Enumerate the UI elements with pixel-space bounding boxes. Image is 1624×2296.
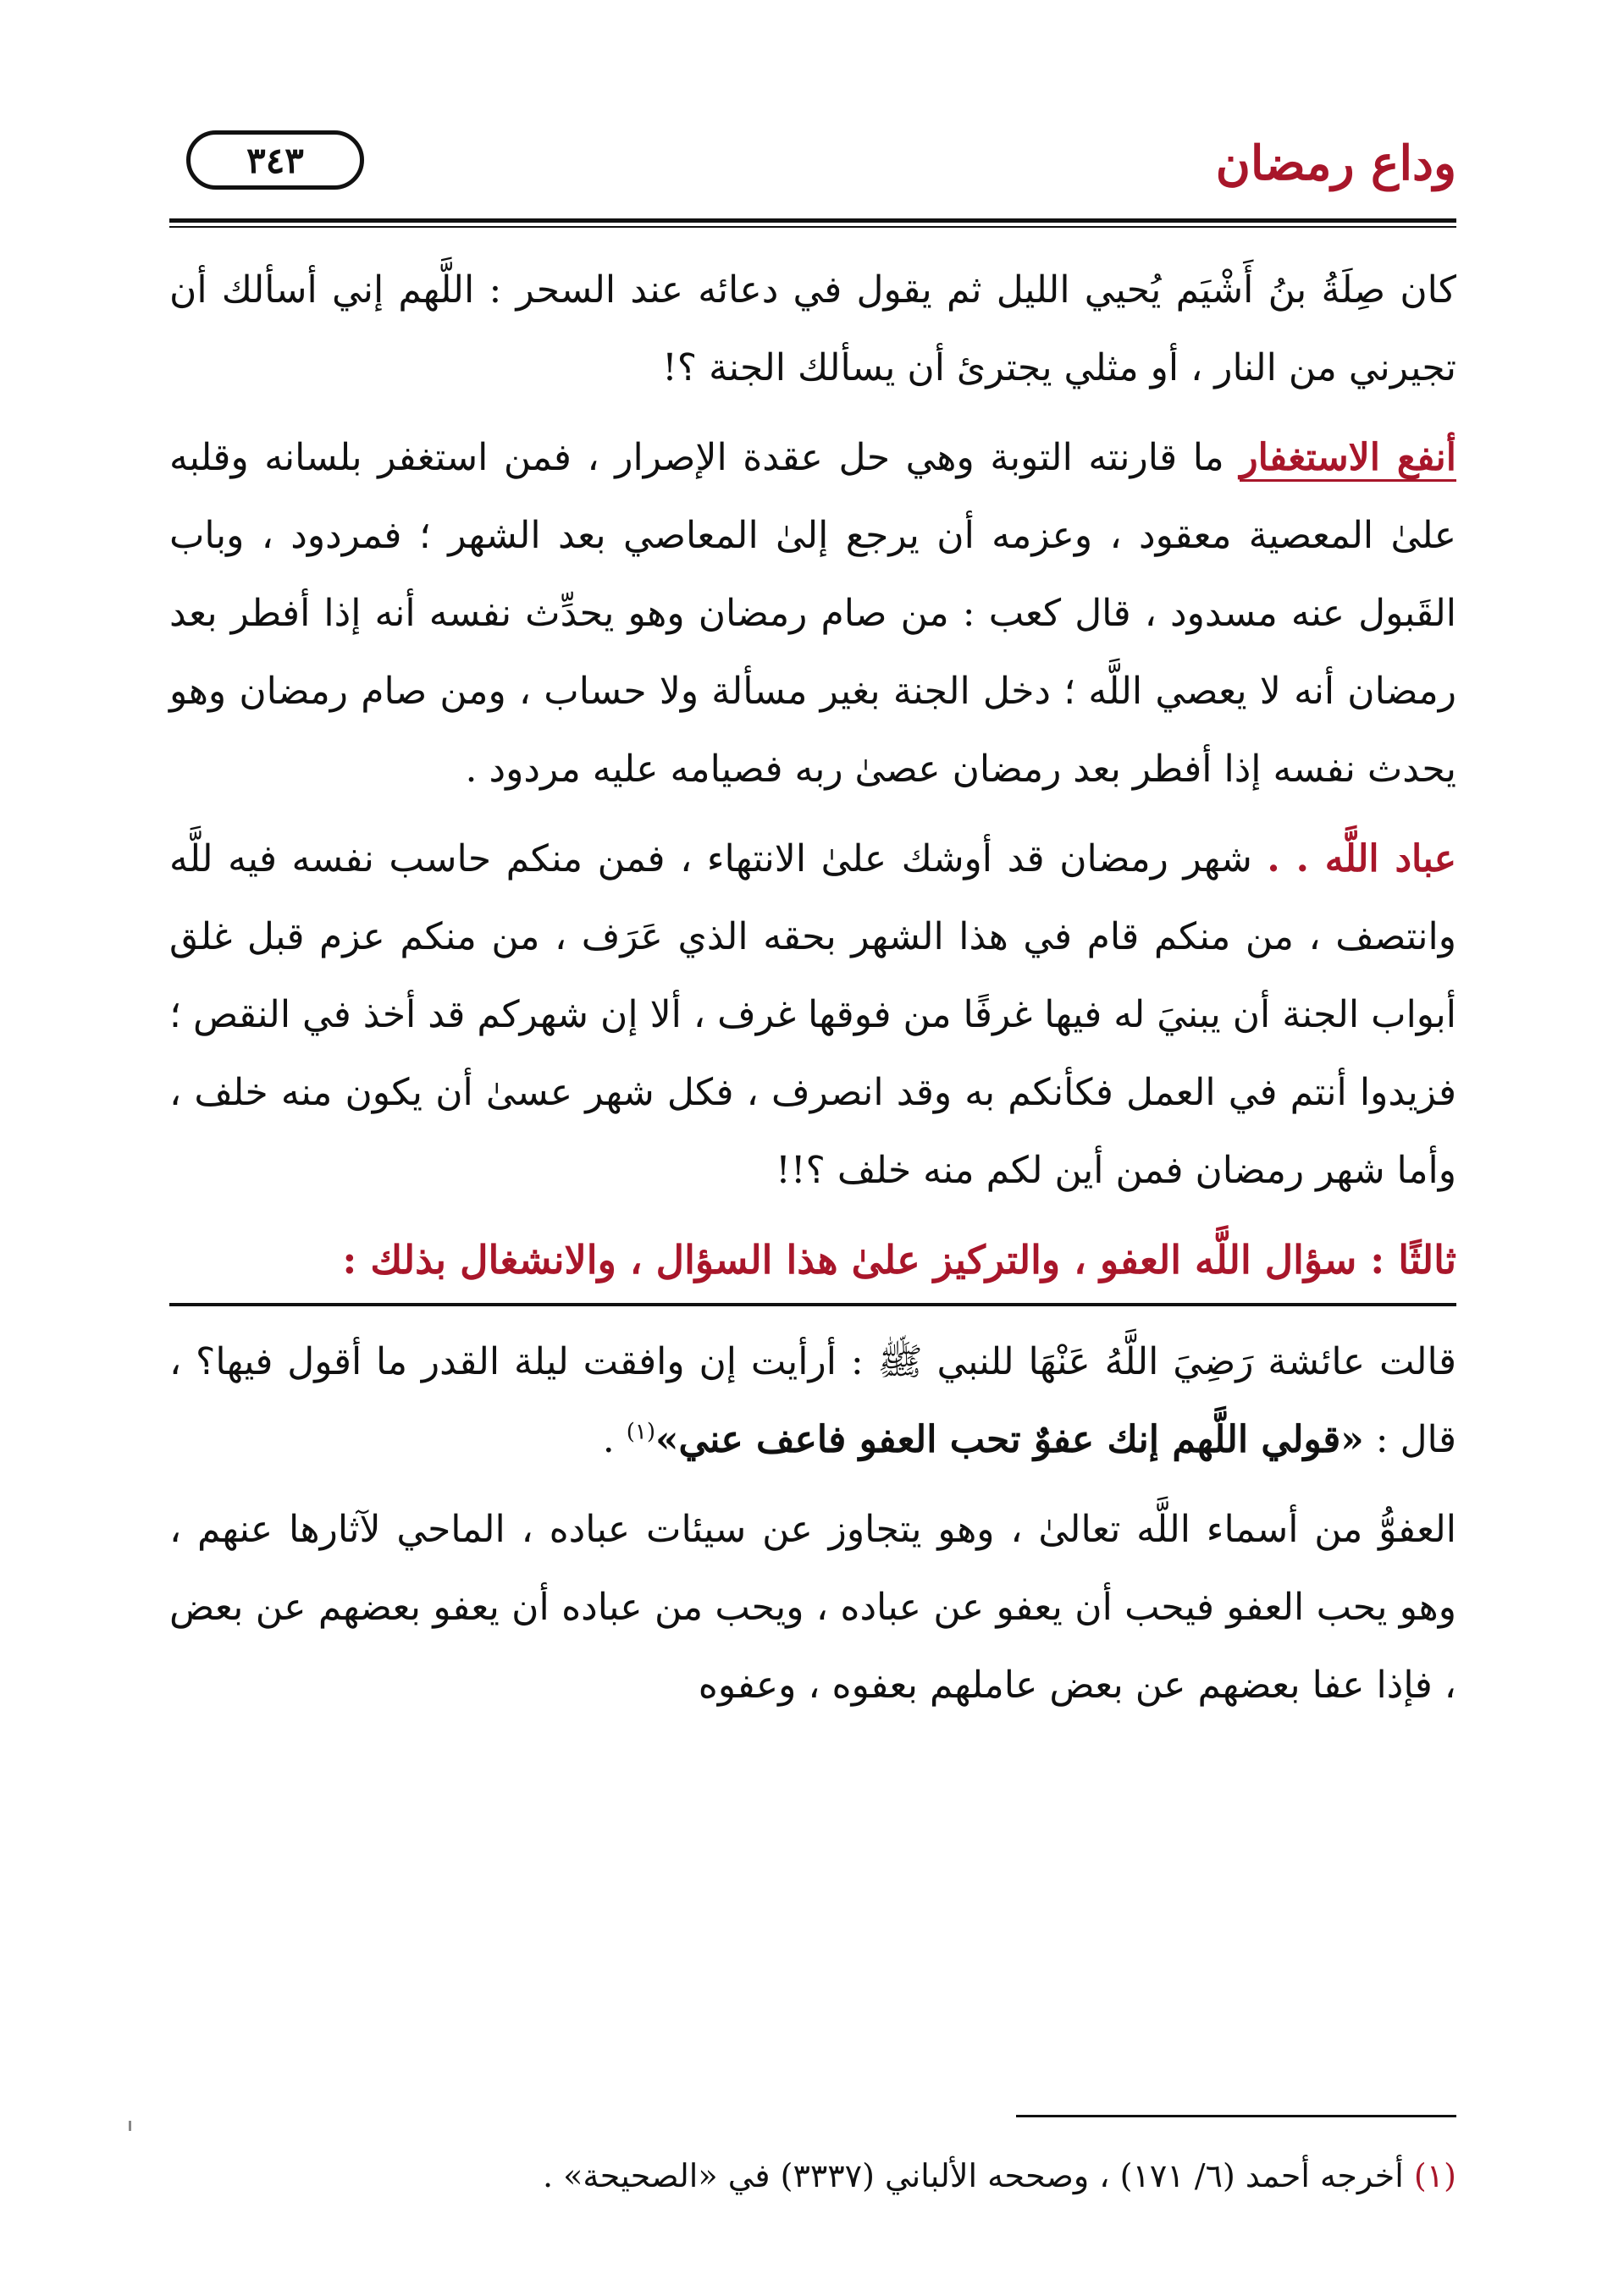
running-title: وداع رمضان [1215,135,1456,191]
paragraph-sila [169,251,1456,407]
paragraph-istighfar [169,419,1456,809]
page-number-badge: ٣٤٣ [186,130,364,190]
paragraph-afuw [169,1491,1456,1725]
lead-phrase: عباد اللَّه . . [1267,837,1456,880]
footnote-divider [1016,2115,1456,2117]
paragraph-text: ما قارنته التوبة وهي حل عقدة الإصرار ، فمن استغفر بلسانه وقلبه علىٰ المعصية معقود ، وعزمه أن يرجع إلىٰ المعاصي بعد الشهر ؛ فمردود ، وباب القَبول عنه مسدود ، قال كعب : من صام رمضان وهو يحدِّث نفسه أنه إذا أفطر بعد رمضان أنه لا يعصي اللَّه ؛ دخل الجنة بغير مسألة ولا حساب ، ومن صام رمضان وهو يحدث نفسه إذا أفطر بعد رمضان عصىٰ ربه فصيامه عليه مردود . [169,436,1456,791]
footnote-text: أخرجه أحمد (٦/ ١٧١) ، وصححه الألباني (٣٣٣٧) في «الصحيحة» . [542,2157,1414,2194]
paragraph-end: . [602,1418,627,1461]
page-header [169,110,1456,212]
lead-phrase: أنفع الاستغفار [1240,436,1456,482]
book-page [169,110,1456,2244]
header-double-rule [169,218,1456,228]
hadith-quote: «قولي اللَّهم إنك عفوٌ تحب العفو فاعف عني» [655,1418,1364,1461]
scan-speck [129,2121,131,2131]
paragraph-ibad-allah [169,820,1456,1210]
section-heading: ثالثًا : سؤال اللَّه العفو ، والتركيز علىٰ هذا السؤال ، والانشغال بذلك : [169,1222,1456,1306]
paragraph-text: كان صِلَةُ بنُ أَشْيَم يُحيي الليل ثم يقول في دعائه عند السحر : اللَّهم إني أسألك أن تجيرني من النار ، أو مثلي يجترئ أن يسألك الجنة ؟! [169,268,1456,389]
footnote-marker[interactable]: (١) [626,1419,655,1445]
paragraph-text: شهر رمضان قد أوشك علىٰ الانتهاء ، فمن منكم حاسب نفسه فيه للَّه وانتصف ، من منكم قام في هذا الشهر بحقه الذي عَرَف ، من منكم عزم قبل غلق أبواب الجنة أن يبنيَ له فيها غرفًا من فوقها غرف ، ألا إن شهركم قد أخذ في النقص ؛ فزيدوا أنتم في العمل فكأنكم به وقد انصرف ، فكل شهر عسىٰ أن يكون منه خلف ، وأما شهر رمضان فمن أين لكم منه خلف ؟!! [169,837,1456,1192]
paragraph-aisha-hadith [169,1323,1456,1479]
paragraph-text: قالت عائشة رَضِيَ اللَّهُ عَنْهَا للنبي ﷺ : أرأيت إن وافقت ليلة القدر ما أقول فيها؟ ، قال : [169,1340,1456,1461]
footnote-number: (١) [1413,2157,1456,2194]
paragraph-text: العفوُّ من أسماء اللَّه تعالىٰ ، وهو يتجاوز عن سيئات عباده ، الماحي لآثارها عنهم ، وهو يحب العفو فيحب أن يعفو عن عباده ، ويحب من عباده أن يعفو بعضهم عن بعض ، فإذا عفا بعضهم عن بعض عاملهم بعفوه ، وعفوه [169,1508,1456,1707]
footnote [169,2150,1456,2201]
